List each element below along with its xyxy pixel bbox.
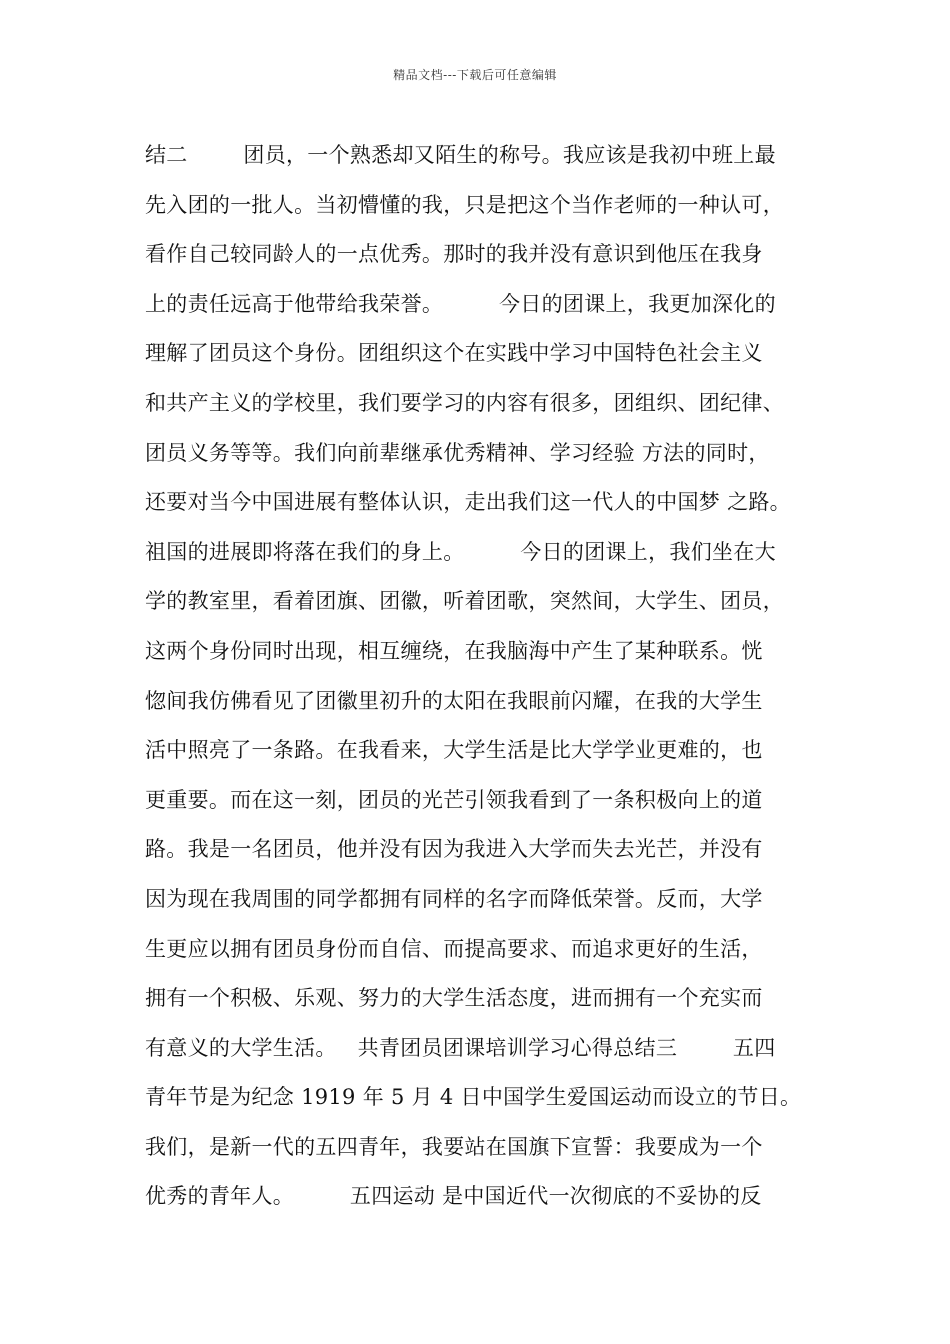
text-line-21: 我们，是新一代的五四青年，我要站在国旗下宣誓：我要成为一个	[145, 1134, 763, 1159]
text-line-12: 惚间我仿佛看见了团徽里初升的太阳在我眼前闪耀，在我的大学生	[145, 688, 763, 713]
text-line-1: 结二 团员，一个熟悉却又陌生的称号。我应该是我初中班上最	[145, 143, 776, 167]
text-line-19: 有意义的大学生活。 共青团员团课培训学习心得总结三 五四	[145, 1035, 776, 1060]
text-line-16: 因为现在我周围的同学都拥有同样的名字而降低荣誉。反而，大学	[145, 886, 763, 911]
text-line-9: 祖国的进展即将落在我们的身上。 今日的团课上，我们坐在大	[145, 539, 776, 564]
text-line-10: 学的教室里，看着团旗、团徽，听着团歌，突然间，大学生、团员，	[145, 589, 784, 614]
document-body	[145, 131, 825, 1222]
text-line-3: 看作自己较同龄人的一点优秀。那时的我并没有意识到他压在我身	[145, 242, 763, 267]
text-line-7: 团员义务等等。我们向前辈继承优秀精神、学习经验 方法的同时，	[145, 440, 770, 465]
text-line-20: 青年节是为纪念 1919 年 5 月 4 日中国学生爱国运动而设立的节日。	[145, 1085, 802, 1110]
text-line-6: 和共产主义的学校里，我们要学习的内容有很多，团组织、团纪律、	[145, 390, 784, 415]
text-line-13: 活中照亮了一条路。在我看来，大学生活是比大学学业更难的，也	[145, 738, 763, 763]
text-line-14: 更重要。而在这一刻，团员的光芒引领我看到了一条积极向上的道	[145, 787, 763, 812]
text-line-15: 路。我是一名团员，他并没有因为我进入大学而失去光芒，并没有	[145, 837, 763, 862]
page-header: 精品文档---下载后可任意编辑	[393, 68, 557, 82]
text-line-17: 生更应以拥有团员身份而自信、而提高要求、而追求更好的生活，	[145, 936, 763, 961]
text-line-2: 先入团的一批人。当初懵懂的我，只是把这个当作老师的一种认可，	[145, 192, 784, 217]
text-line-4: 上的责任远高于他带给我荣誉。 今日的团课上，我更加深化的	[145, 291, 776, 316]
text-line-11: 这两个身份同时出现，相互缠绕，在我脑海中产生了某种联系。恍	[145, 638, 763, 663]
text-line-5: 理解了团员这个身份。团组织这个在实践中学习中国特色社会主义	[145, 341, 763, 366]
text-line-8: 还要对当今中国进展有整体认识，走出我们这一代人的中国梦 之路。	[145, 490, 791, 515]
text-line-18: 拥有一个积极、乐观、努力的大学生活态度，进而拥有一个充实而	[145, 986, 763, 1011]
text-line-22: 优秀的青年人。 五四运动 是中国近代一次彻底的不妥协的反	[145, 1184, 762, 1209]
